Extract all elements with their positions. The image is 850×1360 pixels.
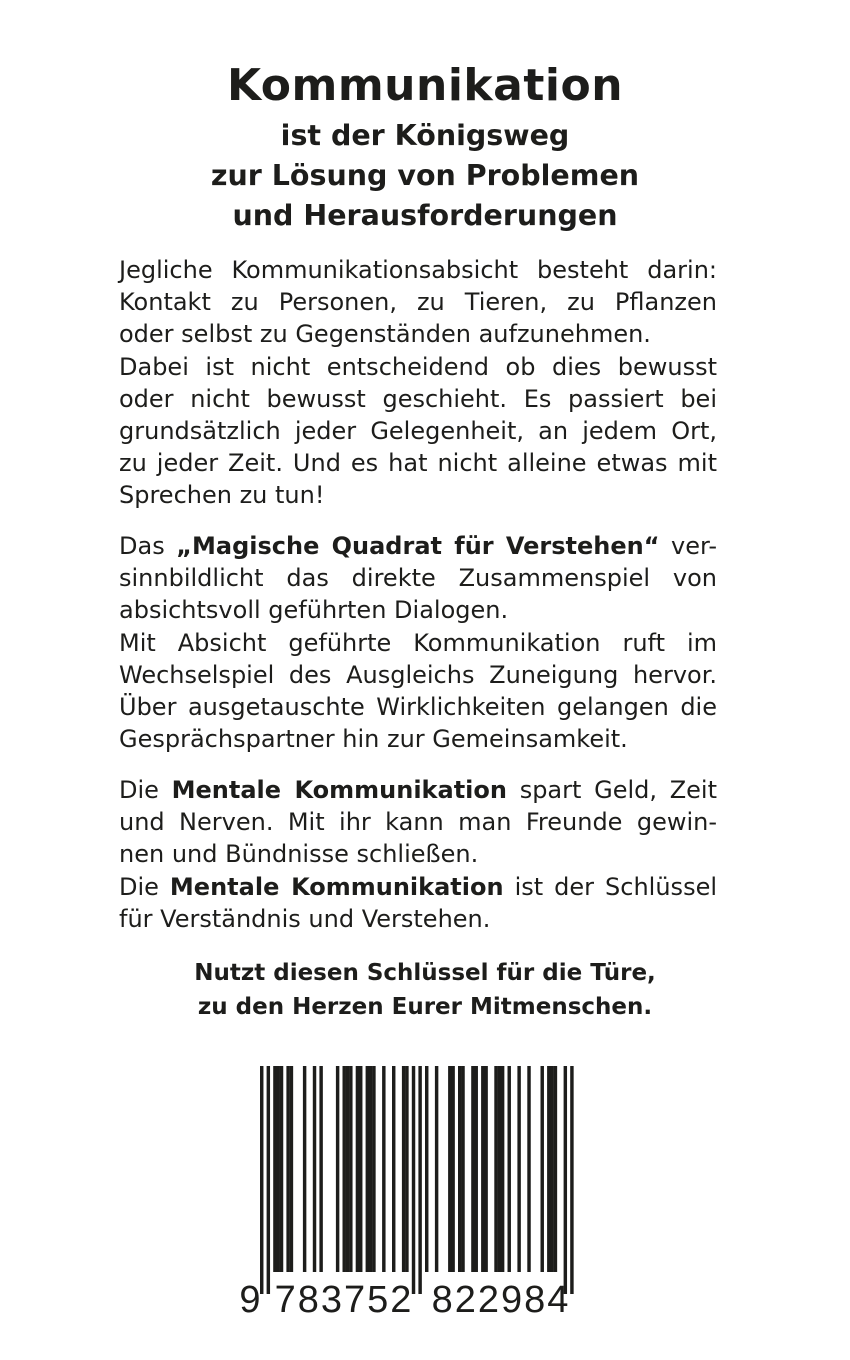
isbn-barcode [236,1066,582,1321]
paragraph-line: sinnbildlicht das direkte Zusammenspiel von [119,564,717,593]
barcode-bar [402,1066,405,1272]
barcode-bar [498,1066,501,1272]
barcode-bar [405,1066,408,1272]
barcode-bar [336,1066,339,1272]
page-title: Kommunikation [226,60,624,111]
barcode-graphic [236,1066,582,1321]
barcode-bar [359,1066,362,1272]
paragraph-intro [119,254,717,512]
barcode-bar [448,1066,451,1272]
paragraph-line: nen und Bündnisse schließen. [119,840,479,869]
paragraph-line: Kontakt zu Personen, zu Tieren, zu Pflanzen [119,288,717,317]
barcode-bar [461,1066,464,1272]
closing-line: zu den Herzen Eurer Mitmenschen. [197,994,653,1020]
closing-statement [0,956,850,1024]
subtitle-line: ist der Königsweg [280,119,570,152]
barcode-guard-bar [418,1066,421,1294]
paragraph-line: zu jeder Zeit. Und es hat nicht alleine etwas mit [119,449,717,478]
barcode-bar [481,1066,484,1272]
subtitle-line: und Herausforderungen [232,199,618,232]
magic-square-title: „Magische Quadrat für Verstehen“ [176,532,660,560]
text-fragment: ist der Schlüssel [503,872,717,901]
closing-line: Nutzt diesen Schlüssel für die Türe, [194,960,656,986]
text-fragment: spart Geld, Zeit [506,776,717,804]
paragraph-line [119,530,717,562]
paragraph-line: Gesprächspartner hin zur Gemeinsamkeit. [119,725,628,754]
subtitle [0,116,850,236]
barcode-bar [313,1066,316,1272]
paragraph-magic-square [119,530,717,755]
paragraph-line: Dabei ist nicht entscheidend ob dies bewusst [119,352,717,381]
barcode-bar [303,1066,306,1272]
barcode-bar [501,1066,504,1272]
barcode-guard-bar [564,1066,567,1294]
barcode-guard-bar [267,1066,270,1294]
barcode-right-digits: 822984 [431,1279,571,1321]
barcode-bar [517,1066,520,1272]
paragraph-line: Sprechen zu tun! [119,481,325,510]
barcode-bar [527,1066,530,1272]
barcode-guard-bar [570,1066,573,1294]
barcode-bar [280,1066,283,1272]
emphasis-term: Mentale Kommunikation [171,776,507,804]
barcode-bar [382,1066,385,1272]
text-fragment: Die [119,776,172,804]
barcode-bar [277,1066,280,1272]
barcode-bar [451,1066,454,1272]
barcode-bars [260,1066,574,1294]
barcode-bar [484,1066,487,1272]
barcode-bar [392,1066,395,1272]
paragraph-line: Wechselspiel des Ausgleichs Zuneigung hervor. [119,660,717,689]
paragraph-line [119,774,717,806]
paragraph-line: absichtsvoll geführten Dialogen. [119,596,509,625]
barcode-bar [475,1066,478,1272]
barcode-bar [366,1066,369,1272]
barcode-bar [435,1066,438,1272]
paragraph-line: für Verständnis und Verstehen. [119,904,491,933]
barcode-bar [550,1066,553,1272]
barcode-bar [369,1066,372,1272]
barcode-bar [290,1066,293,1272]
barcode-bar [471,1066,474,1272]
barcode-left-digits: 783752 [274,1279,414,1321]
barcode-bar [319,1066,322,1272]
barcode-bar [508,1066,511,1272]
barcode-bar [458,1066,461,1272]
barcode-bar [494,1066,497,1272]
paragraph-line: oder nicht bewusst geschieht. Es passiert bei [119,384,717,413]
barcode-guard-bar [412,1066,415,1294]
barcode-first-digit: 9 [239,1279,261,1321]
barcode-bar [273,1066,276,1272]
paragraph-mental-communication [119,774,717,935]
emphasis-term: Mentale Kommunikation [169,872,504,901]
paragraph-line: oder selbst zu Gegenständen aufzunehmen. [119,320,651,349]
barcode-bar [547,1066,550,1272]
paragraph-line: Über ausgetauschte Wirklichkeiten gelangen die [119,693,717,722]
barcode-bar [372,1066,375,1272]
paragraph-line: grundsätzlich jeder Gelegenheit, an jedem Ort, [119,417,717,446]
barcode-bar [554,1066,557,1272]
barcode-bar [541,1066,544,1272]
barcode-bar [356,1066,359,1272]
barcode-bar [286,1066,289,1272]
paragraph-line: Jegliche Kommunikationsabsicht besteht darin: [119,256,717,284]
barcode-guard-bar [260,1066,263,1294]
barcode-bar [425,1066,428,1272]
paragraph-line: und Nerven. Mit ihr kann man Freunde gewin- [119,808,717,837]
subtitle-line: zur Lösung von Problemen [210,159,640,192]
paragraph-line [119,871,717,903]
text-fragment: Die [119,872,170,901]
text-fragment: ver- [659,532,718,560]
barcode-bar [349,1066,352,1272]
text-fragment: Das [119,532,177,560]
paragraph-line: Mit Absicht geführte Kommunikation ruft im [119,628,717,657]
barcode-bar [343,1066,346,1272]
barcode-bar [346,1066,349,1272]
